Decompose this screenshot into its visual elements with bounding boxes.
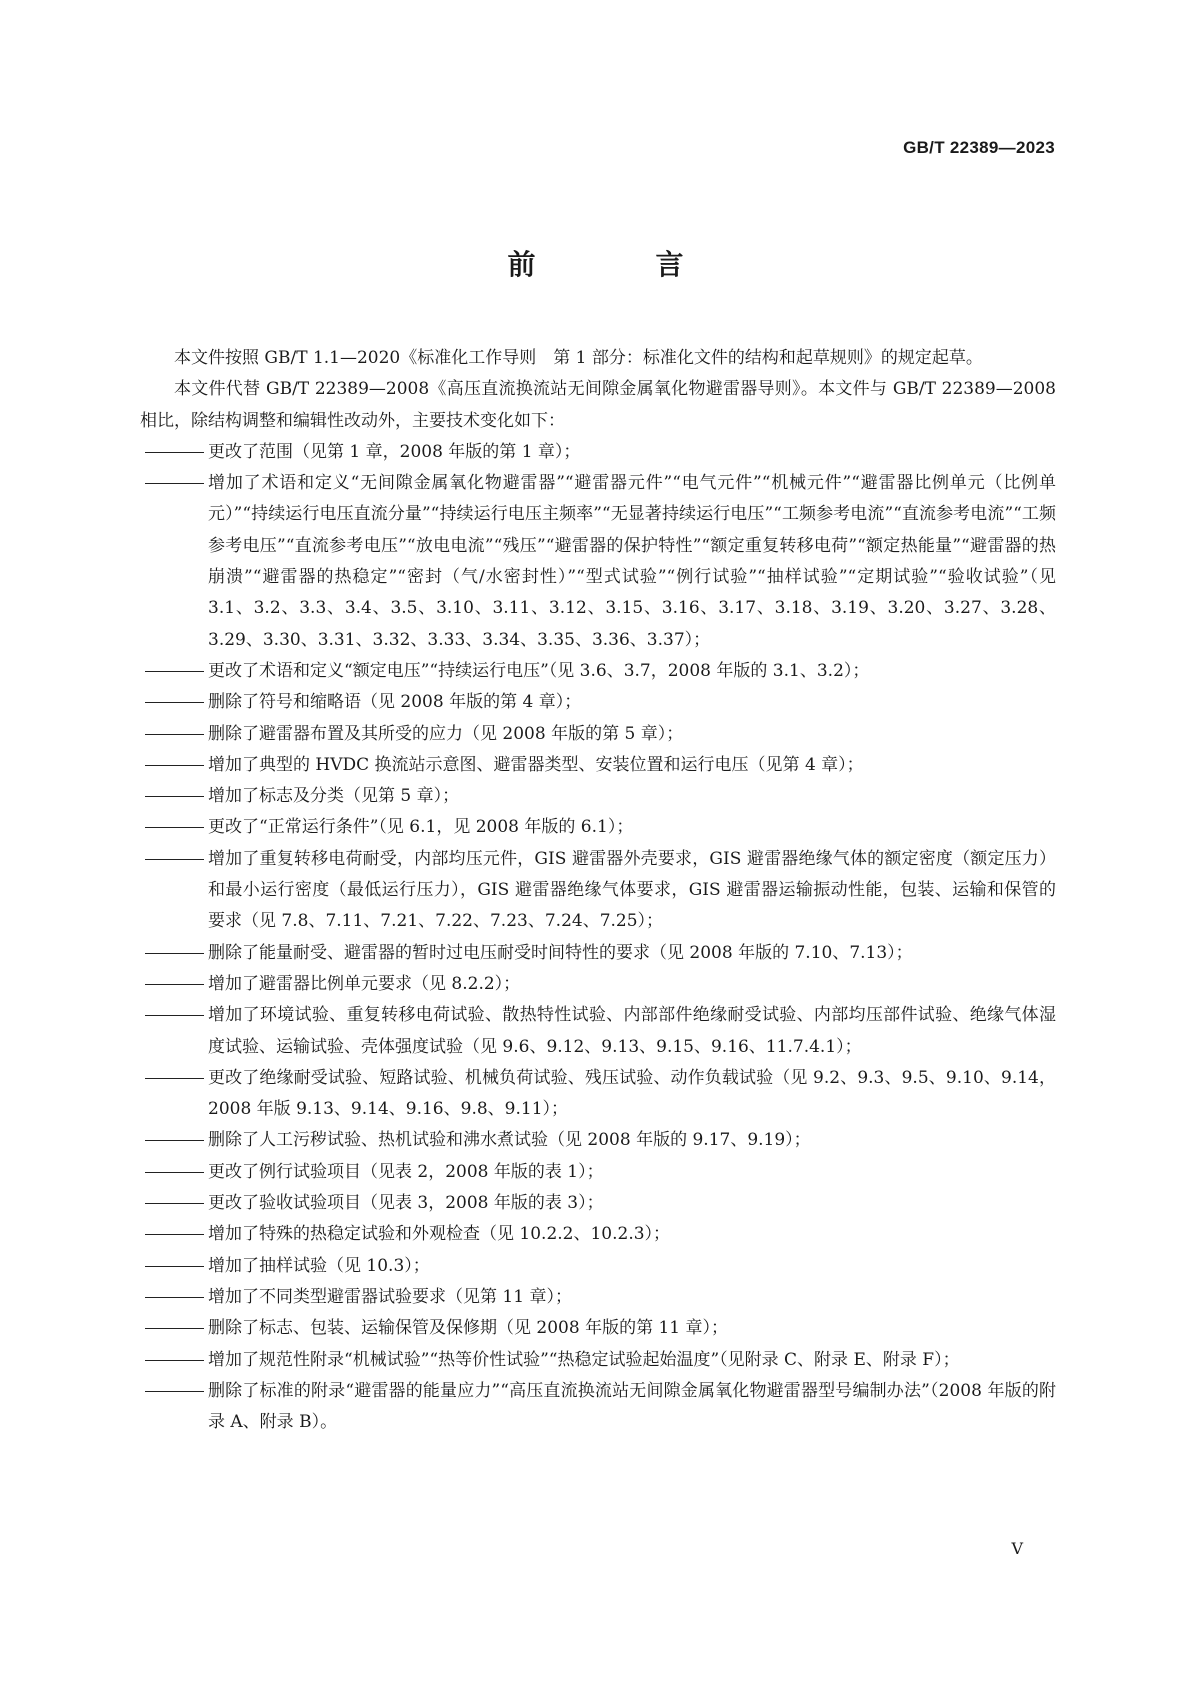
list-item-text: 更改了例行试验项目（见表 2，2008 年版的表 1）； [208,1161,604,1182]
list-item [140,844,1056,938]
list-item [140,1219,1056,1250]
list-item-text: 删除了避雷器布置及其所受的应力（见 2008 年版的第 5 章）； [208,723,684,744]
list-item [140,781,1056,812]
list-item-text: 删除了标准的附录“避雷器的能量应力”“高压直流换流站无间隙金属氧化物避雷器型号编制办法”（2008 年版的附录 A、附录 B）。 [208,1380,1056,1433]
list-item [140,812,1056,843]
paragraph-drafting-rules: 本文件按照 GB/T 1.1—2020《标准化工作导则 第 1 部分：标准化文件的结构和起草规则》的规定起草。 [174,348,983,368]
list-item-text: 删除了标志、包装、运输保管及保修期（见 2008 年版的第 11 章）； [208,1318,729,1339]
list-item [140,437,1056,468]
list-item-text: 增加了规范性附录“机械试验”“热等价性试验”“热稳定试验起始温度”（见附录 C、附录 E、附录 F）； [208,1349,960,1370]
list-item-text: 增加了避雷器比例单元要求（见 8.2.2）； [208,973,521,994]
list-item [140,1251,1056,1282]
list-item [140,468,1056,656]
list-item-text: 增加了特殊的热稳定试验和外观检查（见 10.2.2、10.2.3）； [208,1224,671,1245]
list-item-text: 增加了标志及分类（见第 5 章）； [208,786,460,807]
list-item [140,1188,1056,1219]
list-item [140,1063,1056,1126]
standard-number: GB/T 22389—2023 [903,138,1055,157]
list-item-text: 更改了绝缘耐受试验、短路试验、机械负荷试验、残压试验、动作负载试验（见 9.2、9.3、9.5、9.10、9.14，2008 年版 9.13、9.14、9.16、9.8、9.11）； [208,1067,1056,1120]
page-title [0,243,1191,283]
list-item-text: 删除了符号和缩略语（见 2008 年版的第 4 章）； [208,692,582,713]
list-item [140,1345,1056,1376]
paragraph-replacement: 本文件代替 GB/T 22389—2008《高压直流换流站无间隙金属氧化物避雷器导则》。本文件与 GB/T 22389—2008 相比，除结构调整和编辑性改动外，主要技术变化如下： [140,379,1056,431]
list-item-text: 更改了验收试验项目（见表 3，2008 年版的表 3）； [208,1193,604,1214]
list-item [140,1376,1056,1439]
list-item-text: 更改了“正常运行条件”（见 6.1，见 2008 年版的 6.1）； [208,817,634,838]
list-item [140,1313,1056,1344]
list-item-text: 增加了环境试验、重复转移电荷试验、散热特性试验、内部部件绝缘耐受试验、内部均压部件试验、绝缘气体湿度试验、运输试验、壳体强度试验（见 9.6、9.12、9.13、9.15、9.16、11.7.4.1）； [208,1005,1056,1057]
list-item-text: 删除了人工污秽试验、热机试验和沸水煮试验（见 2008 年版的 9.17、9.19）； [208,1130,811,1151]
list-item-text: 增加了重复转移电荷耐受，内部均压元件，GIS 避雷器外壳要求，GIS 避雷器绝缘气体的额定密度（额定压力）和最小运行密度（最低运行压力），GIS 避雷器绝缘气体要求，GIS 避雷器运输振动性能，包装、运输和保管的要求（见 7.8、7.11、7.21、7.22、7.23、7.24、7.25）； [208,848,1056,932]
list-item [140,719,1056,750]
list-item-text: 删除了能量耐受、避雷器的暂时过电压耐受时间特性的要求（见 2008 年版的 7.10、7.13）； [208,942,913,963]
title-char: 言 [655,248,744,281]
list-item [140,656,1056,687]
list-item-text: 更改了术语和定义“额定电压”“持续运行电压”（见 3.6、3.7，2008 年版的 3.1、3.2）； [208,660,870,681]
list-item [140,1000,1056,1063]
list-item [140,1282,1056,1313]
list-item [140,687,1056,718]
list-item-text: 增加了抽样试验（见 10.3）； [208,1255,430,1276]
title-char: 前 [507,248,596,281]
page-number: V [1011,1539,1023,1558]
list-item [140,750,1056,781]
changes-list [140,437,1056,1439]
preface-body [140,343,1056,1438]
list-item-text: 更改了范围（见第 1 章，2008 年版的第 1 章）； [208,441,581,462]
list-item [140,1125,1056,1156]
list-item-text: 增加了不同类型避雷器试验要求（见第 11 章）； [208,1286,572,1307]
list-item [140,969,1056,1000]
list-item-text: 增加了典型的 HVDC 换流站示意图、避雷器类型、安装位置和运行电压（见第 4 章）； [208,754,864,775]
list-item [140,1157,1056,1188]
list-item-text: 增加了术语和定义“无间隙金属氧化物避雷器”“避雷器元件”“电气元件”“机械元件”“避雷器比例单元（比例单元）”“持续运行电压直流分量”“持续运行电压主频率”“无显著持续运行电压”“工频参考电流”“直流参考电流”“工频参考电压”“直流参考电压”“放电电流”“残压”“避雷器的保护特性”“额定重复转移电荷”“额定热能量”“避雷器的热崩溃”“避雷器的热稳定”“密封（气/水密封性）”“型式试验”“例行试验”“抽样试验”“定期试验”“验收试验”（见 3.1、3.2、3.3、3.4、3.5、3.10、3.11、3.12、3.15、3.16、3.17、3.18、3.19、3.20、3.27、3.28、3.29、3.30、3.31、3.32、3.33、3.34、3.35、3.36、3.37）； [208,473,1056,650]
list-item [140,938,1056,969]
